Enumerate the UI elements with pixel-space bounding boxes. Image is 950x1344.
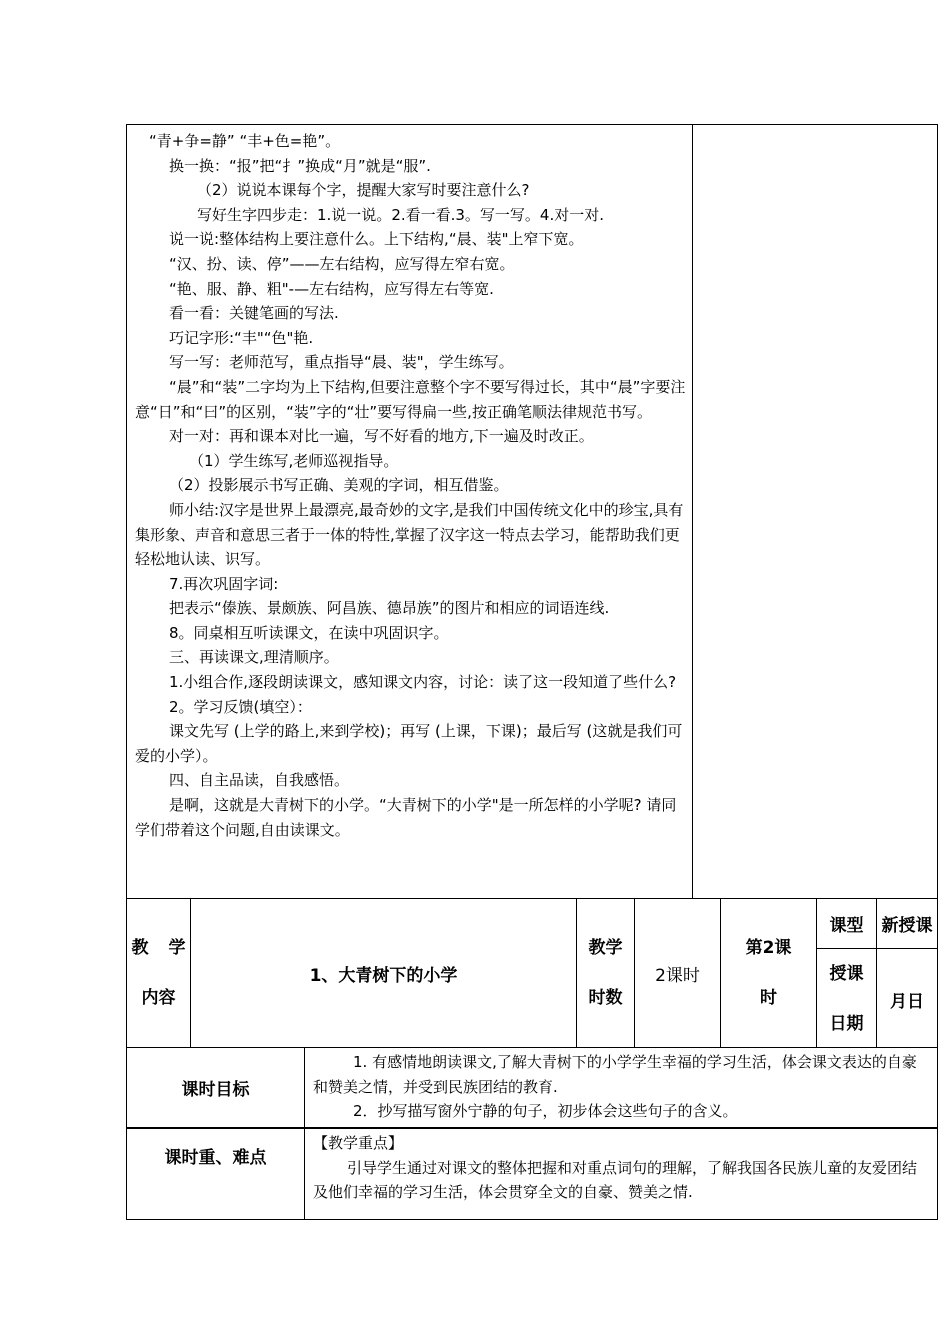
text-line: “青+争=静” “丰+色=艳”。 — [149, 132, 341, 150]
text-line: 三、再读课文,理清顺序。 — [169, 648, 339, 667]
text-line: 7.再次巩固字词: — [169, 574, 279, 593]
type-label: 课型 — [817, 899, 876, 949]
lesson-process-cell — [127, 125, 693, 898]
content-label-cell — [127, 899, 206, 1047]
difficulty-heading: 【教学重点】 — [313, 1134, 404, 1152]
goal-item: 1. 有感情地朗读课文,了解大青树下的小学学生幸福的学习生活，体会课文表达的自豪和赞美之情，并受到民族团结的教育. — [313, 1053, 917, 1096]
hours-label-line2: 时数 — [588, 988, 623, 1008]
text-paragraph: 是啊，这就是大青树下的小学。“大青树下的小学"是一所怎样的小学呢? 请同学们带着这个问题,自由读课文。 — [135, 796, 677, 839]
text-paragraph: “晨”和“装”二字均为上下结构,但要注意整个字不要写得过长，其中“晨”字要注意“日”和“曰”的区别，“装”字的“壮”要写得扁一些,按正确笔顺法律规范书写。 — [135, 377, 686, 421]
difficulty-label: 课时重、难点 — [127, 1129, 305, 1219]
date-label-line2: 日期 — [829, 1014, 864, 1034]
date-label-line1: 授课 — [829, 964, 864, 984]
content-label-line2: 内容 — [141, 988, 176, 1008]
hours-label-cell — [577, 899, 635, 1047]
goals-label: 课时目标 — [127, 1048, 305, 1127]
difficulty-text: 引导学生通过对课文的整体把握和对重点词句的理解，了解我国各民族儿童的友爱团结及他们幸福的学习生活，体会贯穿全文的自豪、赞美之情. — [313, 1158, 918, 1202]
period-line2: 时 — [760, 988, 777, 1008]
goal-item: 2．抄写描写窗外宁静的句子，初步体会这些句子的含义。 — [353, 1102, 738, 1121]
difficulty-body — [305, 1129, 937, 1219]
text-line: （2）投影展示书写正确、美观的字词，相互借鉴。 — [169, 476, 509, 495]
period-cell — [721, 899, 817, 1047]
text-line: 8。同桌相互听读课文，在读中巩固识字。 — [169, 623, 449, 642]
date-value: 月日 — [890, 991, 924, 1012]
goals-body — [305, 1048, 937, 1127]
text-paragraph: 1.小组合作,逐段朗读课文，感知课文内容，讨论：读了这一段知道了些什么? — [169, 673, 677, 692]
text-paragraph: 师小结:汉字是世界上最漂亮,最奇妙的文字,是我们中国传统文化中的珍宝,具有集形象、声音和意思三者于一体的特性,掌握了汉字这一特点去学习，能帮助我们更轻松地认读、识写。 — [135, 500, 684, 569]
hours-value: 2课时 — [655, 965, 700, 986]
type-date-label-cell — [817, 899, 877, 1047]
text-line: “艳、服、静、粗"-—左右结构，应写得左右等宽. — [169, 279, 494, 298]
lesson-process-table — [126, 124, 938, 898]
text-line: 把表示“傣族、景颇族、阿昌族、德昂族”的图片和相应的词语连线. — [169, 599, 610, 618]
text-line: （2）说说本课每个字，提醒大家写时要注意什么? — [197, 181, 530, 200]
text-line: 四、自主品读，自我感悟。 — [169, 771, 350, 790]
text-line: 写好生字四步走：1.说一说。2.看一看.3。写一写。4.对一对. — [197, 205, 605, 224]
lesson-title: 1、大青树下的小学 — [309, 965, 458, 986]
key-difficulty-row — [126, 1128, 938, 1220]
text-paragraph: 课文先写 (上学的路上,来到学校)；再写 (上课，下课)；最后写 (这就是我们可爱的小学）。 — [135, 722, 683, 765]
text-line: 看一看：关键笔画的写法. — [169, 304, 339, 323]
text-line: 巧记字形:“丰"“色"艳. — [169, 328, 314, 347]
hours-label-line1: 教学 — [588, 938, 623, 958]
text-line: 换一换：“报”把“扌”换成“月”就是“服”. — [169, 156, 431, 175]
content-label-line1: 教学 — [131, 938, 206, 958]
text-line: （1）学生练写,老师巡视指导。 — [189, 451, 399, 470]
text-line: 对一对：再和课本对比一遍，写不好看的地方,下一遍及时改正。 — [169, 427, 594, 446]
text-line: 写一写：老师范写，重点指导“晨、装"，学生练写。 — [169, 353, 514, 372]
hours-value-cell — [635, 899, 721, 1047]
lesson-goals-row — [126, 1048, 938, 1128]
text-line: “汉、扮、读、停”——左右结构，应写得左窄右宽。 — [169, 254, 515, 273]
period-line1: 第2课 — [745, 938, 792, 958]
type-value: 新授课 — [877, 899, 937, 949]
text-line: 2。学习反馈(填空）： — [169, 697, 312, 716]
notes-cell — [693, 125, 937, 898]
lesson-title-cell — [191, 899, 577, 1047]
lesson-info-table — [126, 898, 938, 1048]
type-date-value-cell — [877, 899, 937, 1047]
text-line: 说一说:整体结构上要注意什么。上下结构,“晨、装"上窄下宽。 — [169, 230, 584, 249]
